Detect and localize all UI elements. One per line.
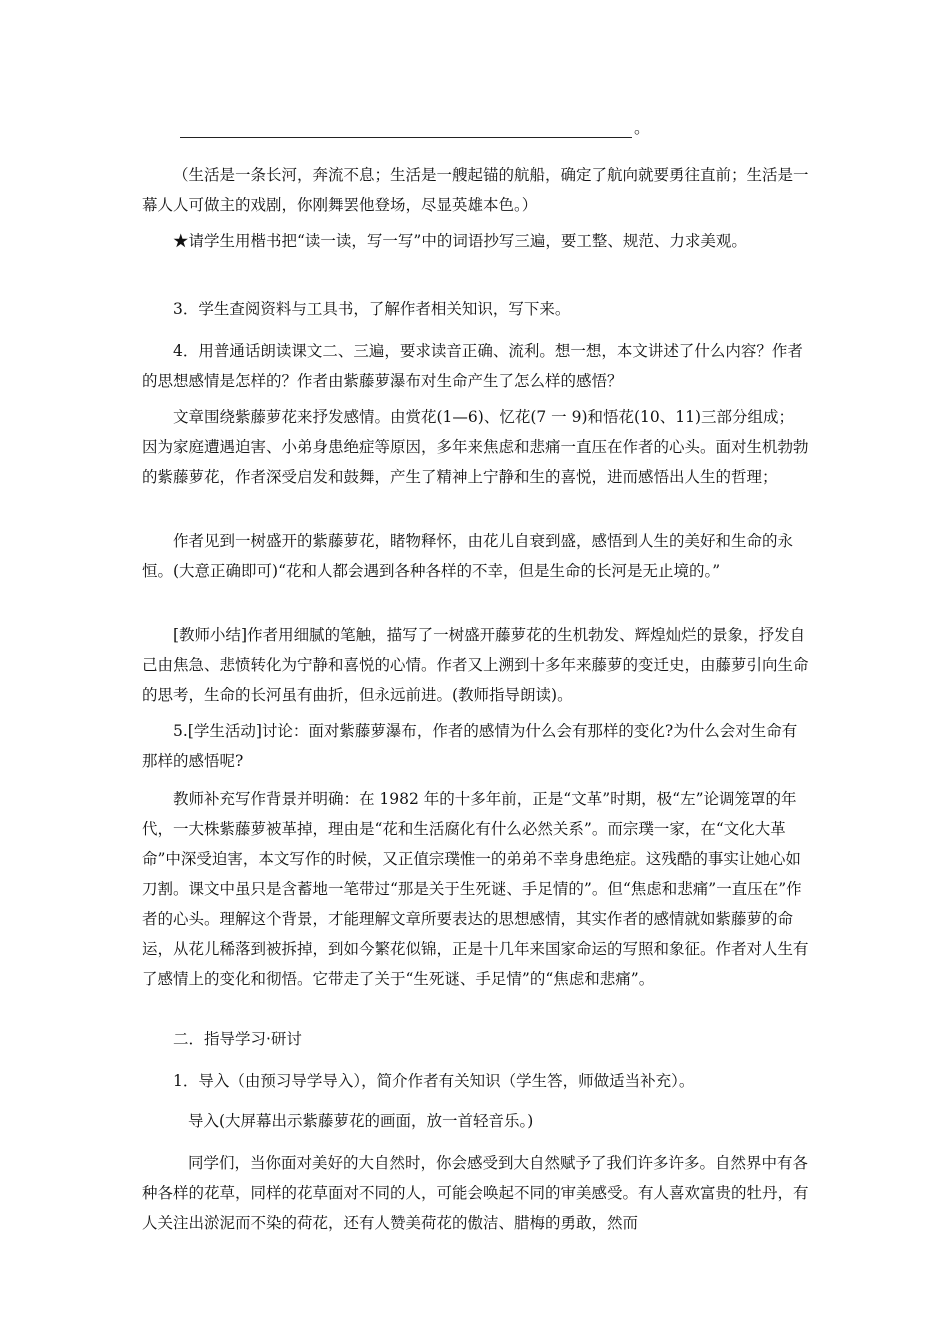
paragraph-step-5: 5.[学生活动]讨论：面对紫藤萝瀑布，作者的感情为什么会有那样的变化?为什么会对生命有那样的感悟呢? bbox=[142, 722, 798, 770]
paragraph-intro-screen: 导入(大屏幕出示紫藤萝花的画面，放一首轻音乐。) bbox=[188, 1112, 534, 1130]
paragraph-author-sees: 作者见到一树盛开的紫藤萝花，睹物释怀，由花儿自衰到盛，感悟到人生的美好和生命的永恒。(大意正确即可)“花和人都会遇到各种各样的不幸，但是生命的长河是无止境的。” bbox=[142, 532, 794, 580]
paragraph-step-4: 4．用普通话朗读课文二、三遍，要求读音正确、流利。想一想，本文讲述了什么内容？作者的思想感情是怎样的？作者由紫藤萝瀑布对生命产生了怎么样的感悟？ bbox=[142, 342, 803, 390]
paragraph-background: 教师补充写作背景并明确：在 1982 年的十多年前，正是“文革”时期，极“左”论调笼罩的年代，一大株紫藤萝被革掉，理由是“花和生活腐化有什么必然关系”。而宗璞一家，在“文化大革命”中深受迫害，本文写作的时候，又正值宗璞惟一的弟弟不幸身患绝症。这残酷的事实让她心如刀割。课文中虽只是含蓄地一笔带过“那是关于生死谜、手足情的”。但“焦虑和悲痛”一直压在”作者的心头。理解这个背景，才能理解文章所要表达的思想感情，其实作者的感情就如紫藤萝的命运，从花儿稀落到被拆掉，到如今繁花似锦，正是十几年来国家命运的写照和象征。作者对人生有了感情上的变化和彻悟。它带走了关于“生死谜、手足情”的“焦虑和悲痛”。 bbox=[142, 790, 809, 988]
paragraph-intro-step-1: 1．导入（由预习导学导入），简介作者有关知识（学生答，师做适当补充）。 bbox=[173, 1072, 695, 1090]
paragraph-structure: 文章围绕紫藤萝花来抒发感情。由赏花(1—6)、忆花(7 一 9)和悟花(10、11)三部分组成； 因为家庭遭遇迫害、小弟身患绝症等原因，多年来焦虑和悲痛一直压在作者的心头。面对生机勃勃的紫藤萝花，作者深受启发和鼓舞，产生了精神上宁静和生的喜悦，进而感悟出人生的哲理； bbox=[142, 408, 818, 486]
paragraph-teacher-summary: [教师小结]作者用细腻的笔触，描写了一树盛开藤萝花的生机勃发、辉煌灿烂的景象，抒发自己由焦急、悲愤转化为宁静和喜悦的心情。作者又上溯到十多年来藤萝的变迁史，由藤萝引向生命的思考，生命的长河虽有曲折，但永远前进。(教师指导朗读)。 bbox=[142, 626, 809, 704]
fill-in-blank-line bbox=[180, 137, 632, 138]
blank-end-punctuation: 。 bbox=[634, 118, 651, 137]
section-heading-guide: 二．指导学习·研讨 bbox=[173, 1030, 302, 1048]
paragraph-life-metaphor: （生活是一条长河，奔流不息；生活是一艘起锚的航船，确定了航向就要勇往直前；生活是一幕人人可做主的戏剧，你刚舞罢他登场，尽显英雄本色。） bbox=[142, 166, 809, 214]
paragraph-step-3: 3．学生查阅资料与工具书，了解作者相关知识，写下来。 bbox=[173, 300, 571, 318]
paragraph-intro-speech: 同学们，当你面对美好的大自然时，你会感受到大自然赋予了我们许多许多。自然界中有各种各样的花草，同样的花草面对不同的人，可能会唤起不同的审美感受。有人喜欢富贵的牡丹，有人关注出淤泥而不染的荷花，还有人赞美荷花的傲洁、腊梅的勇敢，然而 bbox=[142, 1154, 809, 1232]
paragraph-copy-words: ★请学生用楷书把“读一读，写一写”中的词语抄写三遍，要工整、规范、力求美观。 bbox=[173, 232, 747, 250]
